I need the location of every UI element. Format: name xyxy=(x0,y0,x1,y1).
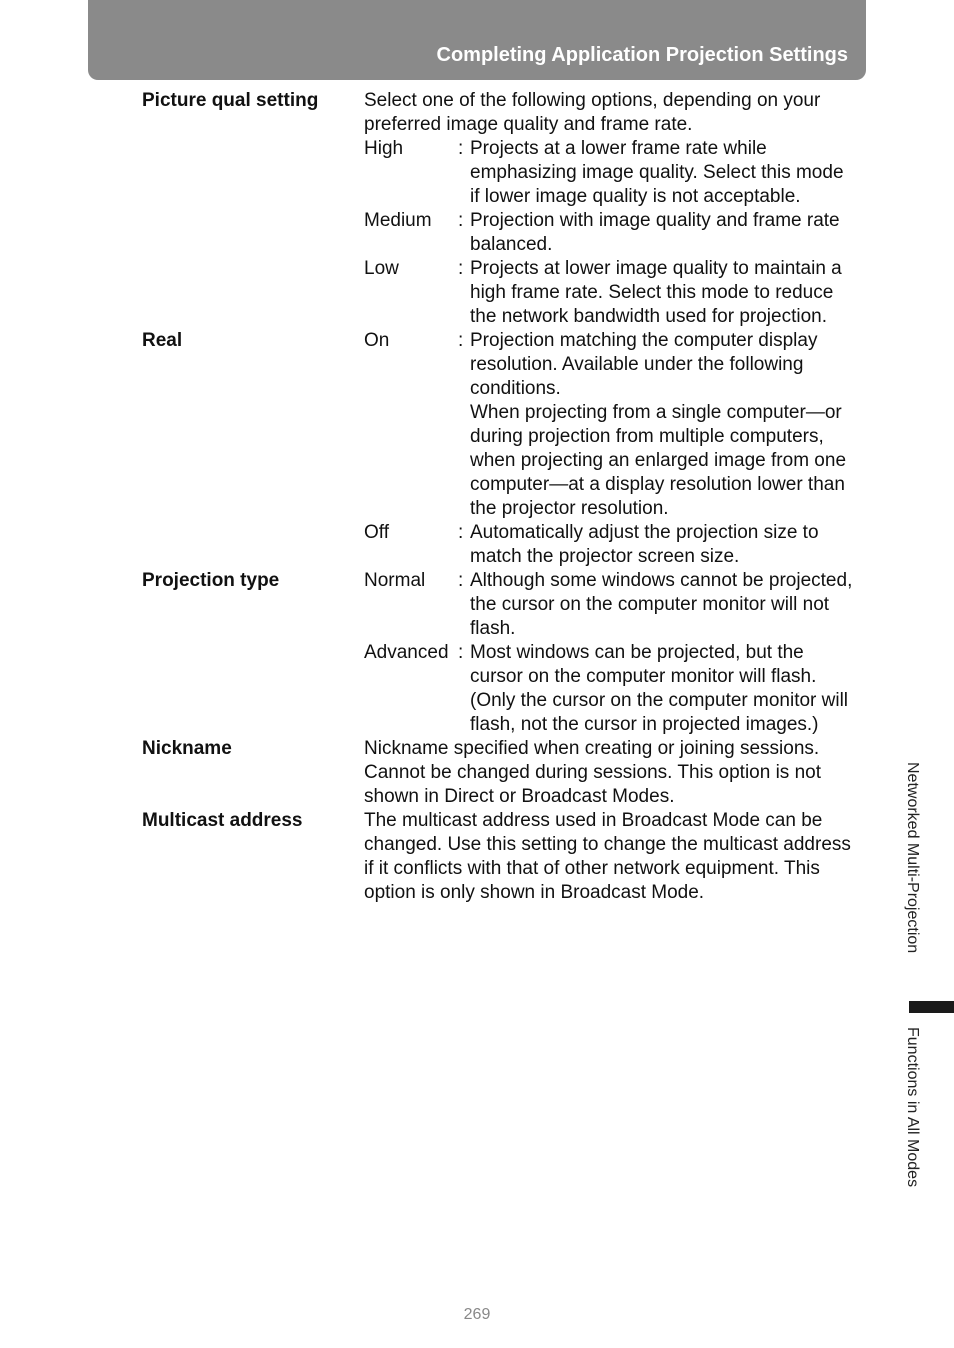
option-name: Low xyxy=(364,258,399,279)
setting-description xyxy=(364,809,854,905)
side-tab-networked-multi-projection[interactable]: Networked Multi-Projection xyxy=(904,762,921,954)
option-name: High xyxy=(364,138,404,159)
option-name: Medium xyxy=(364,210,432,231)
setting-intro: Nickname specified when creating or joining sessions. Cannot be changed during sessions. This option is not shown in Direct or Broadcast Modes. xyxy=(364,738,822,807)
option-text: Automatically adjust the projection size to match the projector screen size. xyxy=(470,522,819,567)
setting-description xyxy=(364,329,854,569)
option-normal xyxy=(364,569,854,641)
setting-intro: The multicast address used in Broadcast Mode can be changed. Use this setting to change the multicast address if it conflicts with that of other network equipment. This option is only shown in Broadcast Mode. xyxy=(364,810,851,903)
option-colon: : xyxy=(458,522,464,543)
header-title: Completing Application Projection Settings xyxy=(436,44,848,66)
option-colon: : xyxy=(458,258,464,279)
option-name: Normal xyxy=(364,570,426,591)
option-text: Projection with image quality and frame rate balanced. xyxy=(470,210,840,255)
option-colon: : xyxy=(458,642,464,663)
option-colon: : xyxy=(458,138,464,159)
option-low xyxy=(364,257,854,329)
option-text: Projects at lower image quality to maintain a high frame rate. Select this mode to reduce the network bandwidth used for projection. xyxy=(470,258,842,327)
setting-term: Nickname xyxy=(142,738,232,759)
setting-description xyxy=(364,89,854,329)
setting-row-nickname xyxy=(142,737,862,809)
setting-term: Multicast address xyxy=(142,810,303,831)
option-high xyxy=(364,137,854,209)
option-name: Advanced xyxy=(364,642,449,663)
option-text: Most windows can be projected, but the cursor on the computer monitor will flash. (Only the cursor on the computer monitor will flash, not the cursor in projected images.) xyxy=(470,642,849,735)
setting-description xyxy=(364,737,854,809)
option-advanced xyxy=(364,641,854,737)
option-medium xyxy=(364,209,854,257)
option-colon: : xyxy=(458,330,464,351)
option-text-main: Projection matching the computer display resolution. Available under the following conditions. xyxy=(470,330,818,399)
option-text xyxy=(470,329,854,521)
setting-intro: Select one of the following options, depending on your preferred image quality and frame rate. xyxy=(364,90,821,135)
setting-row-multicast-address xyxy=(142,809,862,905)
side-tab-functions-in-all-modes[interactable]: Functions in All Modes xyxy=(904,1027,921,1188)
setting-term: Real xyxy=(142,330,183,351)
settings-table xyxy=(142,89,862,905)
side-tab-active-marker xyxy=(909,1001,954,1013)
setting-description xyxy=(364,569,854,737)
option-on xyxy=(364,329,854,521)
setting-row-picture-qual xyxy=(142,89,862,329)
page-header xyxy=(88,0,866,80)
option-colon: : xyxy=(458,210,464,231)
option-text-conditions: When projecting from a single computer—or during projection from multiple computers, when projecting an enlarged image from one computer—at a display resolution lower than the projector resolution. xyxy=(470,402,847,519)
setting-term: Picture qual setting xyxy=(142,90,319,111)
option-off xyxy=(364,521,854,569)
page-number: 269 xyxy=(463,1306,491,1323)
option-text: Although some windows cannot be projected, the cursor on the computer monitor will not flash. xyxy=(470,570,853,639)
setting-term: Projection type xyxy=(142,570,280,591)
option-colon: : xyxy=(458,570,464,591)
setting-row-projection-type xyxy=(142,569,862,737)
option-name: On xyxy=(364,330,390,351)
option-text: Projects at a lower frame rate while emphasizing image quality. Select this mode if lower image quality is not acceptable. xyxy=(470,138,844,207)
option-name: Off xyxy=(364,522,389,543)
setting-row-real xyxy=(142,329,862,569)
